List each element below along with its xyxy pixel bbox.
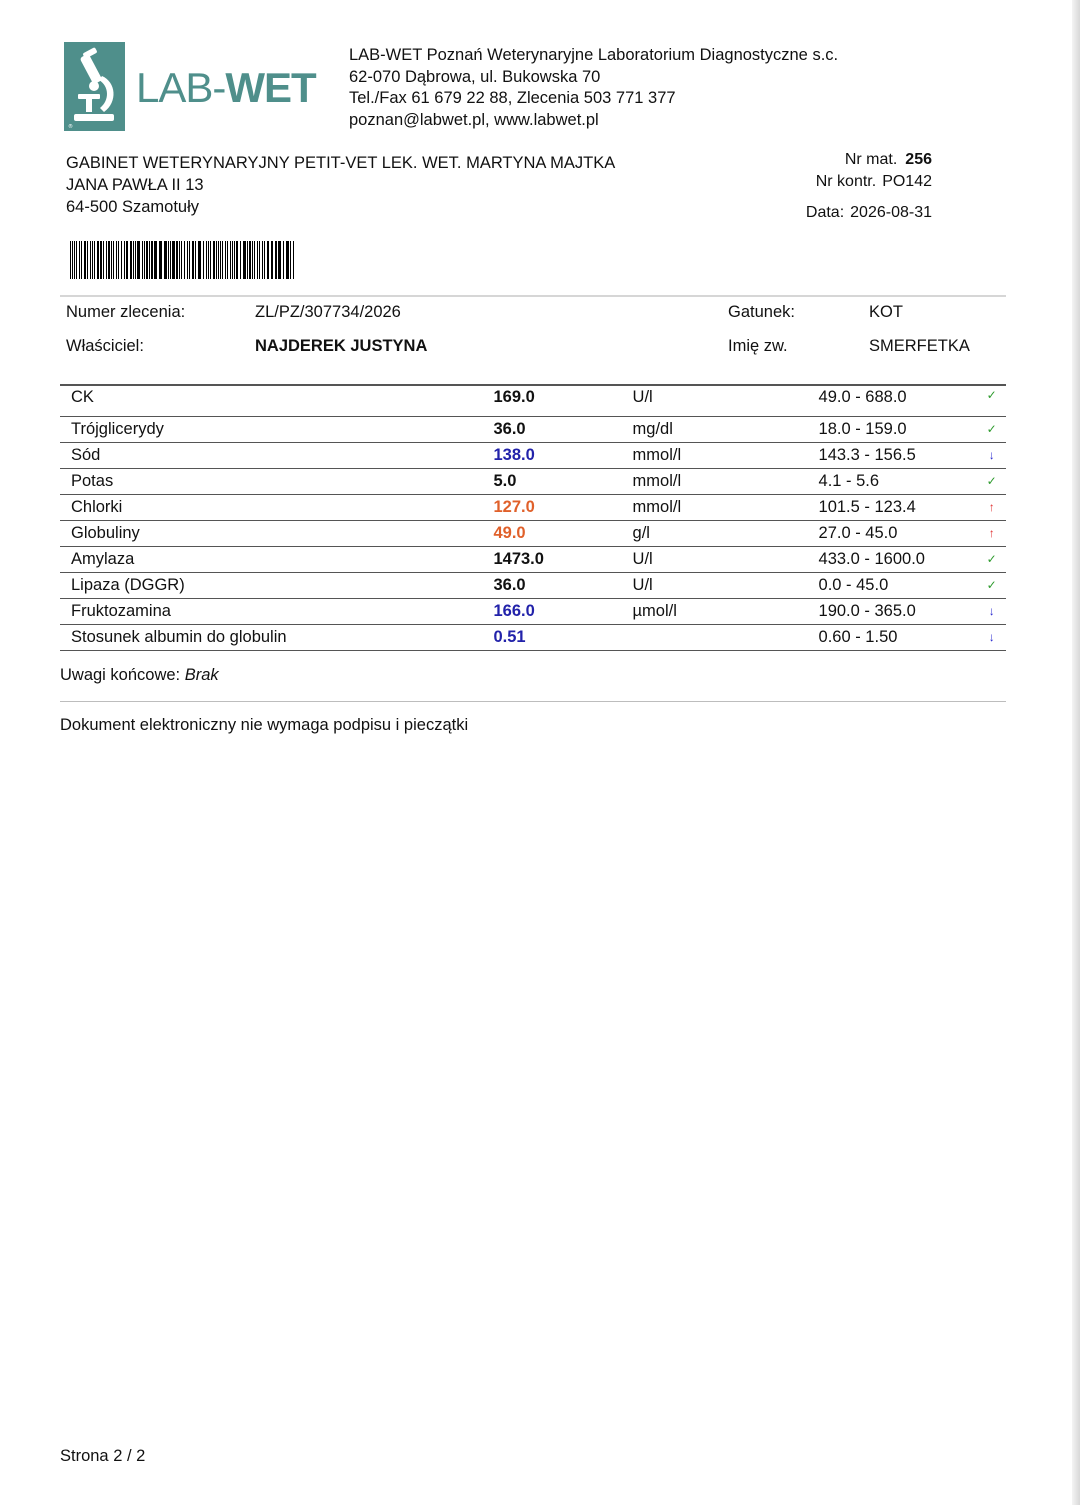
result-row [60, 520, 1006, 546]
check-icon: ✓ [977, 385, 1006, 416]
lab-phone: Tel./Fax 61 679 22 88, Zlecenia 503 771 377 [349, 89, 676, 108]
barcode-bar [275, 241, 277, 279]
check-icon: ✓ [977, 468, 1006, 494]
barcode-bar [126, 241, 128, 279]
barcode-bar [144, 241, 145, 279]
result-reference-range: 0.60 - 1.50 [819, 624, 978, 650]
barcode-bar [259, 241, 260, 279]
electronic-document-note: Dokument elektroniczny nie wymaga podpisu i pieczątki [60, 716, 469, 734]
barcode-bar [254, 241, 255, 279]
arrow-down-icon: ↓ [977, 598, 1006, 624]
result-row [60, 385, 1006, 416]
result-row [60, 572, 1006, 598]
control-number-row [806, 171, 932, 193]
result-reference-range: 4.1 - 5.6 [819, 468, 978, 494]
result-name: Sód [60, 442, 493, 468]
result-name: Stosunek albumin do globulin [60, 624, 493, 650]
barcode-bar [210, 241, 211, 279]
result-row [60, 494, 1006, 520]
result-name: Potas [60, 468, 493, 494]
barcode-bar [208, 241, 209, 279]
barcode-bar [252, 241, 253, 279]
barcode-bar [100, 241, 102, 279]
barcode-bar [111, 241, 112, 279]
barcode-bar [72, 241, 73, 279]
barcode-bar [81, 241, 82, 279]
barcode-bar [118, 241, 119, 279]
result-row [60, 442, 1006, 468]
result-unit: mmol/l [633, 494, 819, 520]
barcode-bar [79, 241, 80, 279]
result-value: 169.0 [493, 385, 632, 416]
barcode-bar [76, 241, 77, 279]
barcode-bar [234, 241, 235, 279]
result-row [60, 598, 1006, 624]
species-label: Gatunek: [728, 303, 795, 321]
arrow-up-icon: ↑ [977, 520, 1006, 546]
arrow-down-icon: ↓ [977, 442, 1006, 468]
barcode-bar [137, 241, 140, 279]
result-row [60, 416, 1006, 442]
material-number-row [806, 149, 932, 171]
clinic-city: 64-500 Szamotuły [66, 198, 199, 216]
barcode-bar [94, 241, 95, 279]
result-unit: U/l [633, 546, 819, 572]
barcode-bar [218, 241, 219, 279]
separator-top [60, 295, 1006, 297]
barcode-bar [135, 241, 136, 279]
barcode-bar [203, 241, 204, 279]
remarks-value: Brak [184, 666, 219, 684]
barcode-bar [142, 241, 143, 279]
barcode-bar [286, 241, 289, 279]
barcode-bar [290, 241, 291, 279]
result-value: 0.51 [493, 624, 632, 650]
results-table [60, 384, 1006, 651]
svg-text:®: ® [68, 124, 73, 130]
result-unit: mmol/l [633, 468, 819, 494]
result-value: 36.0 [493, 416, 632, 442]
check-icon: ✓ [977, 416, 1006, 442]
result-reference-range: 433.0 - 1600.0 [819, 546, 978, 572]
barcode-bar [220, 241, 221, 279]
barcode-bar [278, 241, 281, 279]
result-name: Fruktozamina [60, 598, 493, 624]
animal-name-label: Imię zw. [728, 337, 788, 355]
barcode-bar [227, 241, 228, 279]
animal-name-value: SMERFETKA [869, 337, 970, 355]
barcode-bar [225, 241, 226, 279]
barcode-bar [108, 241, 110, 279]
lab-logo [64, 42, 316, 132]
barcode-bar [70, 241, 71, 279]
result-reference-range: 101.5 - 123.4 [819, 494, 978, 520]
lab-address: 62-070 Dąbrowa, ul. Bukowska 70 [349, 67, 601, 86]
results-body [60, 385, 1006, 650]
barcode-bar [116, 241, 117, 279]
material-number-label: Nr mat. [844, 151, 898, 168]
barcode-bar [159, 241, 162, 279]
barcode-bar [192, 241, 194, 279]
barcode-bar [283, 241, 284, 279]
result-unit: µmol/l [633, 598, 819, 624]
separator-bottom [60, 701, 1006, 702]
result-value: 36.0 [493, 572, 632, 598]
barcode-bar [92, 241, 93, 279]
barcode-bar [236, 241, 238, 279]
result-reference-range: 27.0 - 45.0 [819, 520, 978, 546]
barcode-bar [216, 241, 217, 279]
result-unit: g/l [633, 520, 819, 546]
clinic-street: JANA PAWŁA II 13 [66, 176, 204, 194]
result-unit: U/l [633, 572, 819, 598]
material-info [806, 149, 932, 224]
barcode-bar [97, 241, 99, 279]
result-row [60, 546, 1006, 572]
barcode-bar [198, 241, 201, 279]
control-number-label: Nr kontr. [815, 173, 877, 190]
logo-wordmark: LAB-WET [136, 64, 316, 111]
date-label: Data: [805, 204, 845, 221]
barcode-bar [187, 241, 188, 279]
barcode-bar [249, 241, 251, 279]
microscope-icon [64, 42, 125, 131]
barcode-bar [84, 241, 86, 279]
result-reference-range: 190.0 - 365.0 [819, 598, 978, 624]
barcode-bar [262, 241, 263, 279]
barcode-bar [130, 241, 132, 279]
barcode-bar [222, 241, 223, 279]
owner-label: Właściciel: [66, 337, 144, 355]
control-number-value: PO142 [882, 173, 932, 190]
barcode-bar [257, 241, 258, 279]
barcode-bar [124, 241, 125, 279]
barcode-bar [176, 241, 178, 279]
result-name: CK [60, 385, 493, 416]
result-reference-range: 49.0 - 688.0 [819, 385, 978, 416]
barcode-bar [151, 241, 153, 279]
date-value: 2026-08-31 [850, 204, 932, 221]
clinic-name: GABINET WETERYNARYJNY PETIT-VET LEK. WET. MARTYNA MAJTKA [66, 154, 616, 172]
result-reference-range: 143.3 - 156.5 [819, 442, 978, 468]
barcode-bar [133, 241, 134, 279]
result-value: 1473.0 [493, 546, 632, 572]
barcode [70, 241, 296, 279]
result-value: 49.0 [493, 520, 632, 546]
barcode-bar [181, 241, 182, 279]
barcode-bar [271, 241, 273, 279]
result-unit: mmol/l [633, 442, 819, 468]
result-row [60, 624, 1006, 650]
barcode-bar [103, 241, 104, 279]
order-number-label: Numer zlecenia: [66, 303, 186, 321]
result-unit: mg/dl [633, 416, 819, 442]
check-icon: ✓ [977, 546, 1006, 572]
result-name: Amylaza [60, 546, 493, 572]
page-number: Strona 2 / 2 [60, 1447, 146, 1465]
result-reference-range: 18.0 - 159.0 [819, 416, 978, 442]
result-value: 166.0 [493, 598, 632, 624]
lab-contact-info [349, 45, 838, 132]
barcode-bar [149, 241, 150, 279]
barcode-bar [240, 241, 241, 279]
barcode-bar [243, 241, 246, 279]
barcode-bar [168, 241, 169, 279]
result-name: Globuliny [60, 520, 493, 546]
result-name: Lipaza (DGGR) [60, 572, 493, 598]
barcode-bar [184, 241, 185, 279]
barcode-bar [230, 241, 231, 279]
lab-name: LAB-WET Poznań Weterynaryjne Laboratorium Diagnostyczne s.c. [349, 46, 839, 64]
result-value: 138.0 [493, 442, 632, 468]
page-edge-shadow [1072, 0, 1080, 1505]
date-row [806, 202, 932, 224]
barcode-bar [179, 241, 180, 279]
barcode-bar [164, 241, 167, 279]
material-number-value: 256 [905, 151, 932, 168]
result-name: Chlorki [60, 494, 493, 520]
barcode-bar [106, 241, 107, 279]
barcode-bar [172, 241, 175, 279]
barcode-bar [121, 241, 122, 279]
result-value: 5.0 [493, 468, 632, 494]
owner-value: NAJDEREK JUSTYNA [255, 337, 428, 355]
arrow-down-icon: ↓ [977, 624, 1006, 650]
arrow-up-icon: ↑ [977, 494, 1006, 520]
barcode-bar [232, 241, 233, 279]
barcode-bar [90, 241, 91, 279]
check-icon: ✓ [977, 572, 1006, 598]
order-number-value: ZL/PZ/307734/2026 [255, 303, 401, 321]
barcode-bar [264, 241, 265, 279]
result-name: Trójglicerydy [60, 416, 493, 442]
barcode-bar [74, 241, 75, 279]
clinic-address-block [66, 152, 615, 218]
barcode-bar [189, 241, 190, 279]
barcode-bar [293, 241, 294, 279]
barcode-bar [170, 241, 171, 279]
final-remarks [60, 666, 219, 685]
barcode-bar [154, 241, 157, 279]
barcode-bar [146, 241, 148, 279]
result-row [60, 468, 1006, 494]
barcode-bar [195, 241, 196, 279]
species-value: KOT [869, 303, 903, 321]
result-unit: U/l [633, 385, 819, 416]
barcode-bar [206, 241, 207, 279]
barcode-bar [87, 241, 88, 279]
remarks-label: Uwagi końcowe: [60, 666, 181, 684]
result-value: 127.0 [493, 494, 632, 520]
result-unit [633, 624, 819, 650]
barcode-bar [213, 241, 215, 279]
barcode-bar [113, 241, 114, 279]
result-reference-range: 0.0 - 45.0 [819, 572, 978, 598]
barcode-bar [247, 241, 248, 279]
lab-email-web: poznan@labwet.pl, www.labwet.pl [349, 111, 599, 130]
barcode-bar [267, 241, 269, 279]
